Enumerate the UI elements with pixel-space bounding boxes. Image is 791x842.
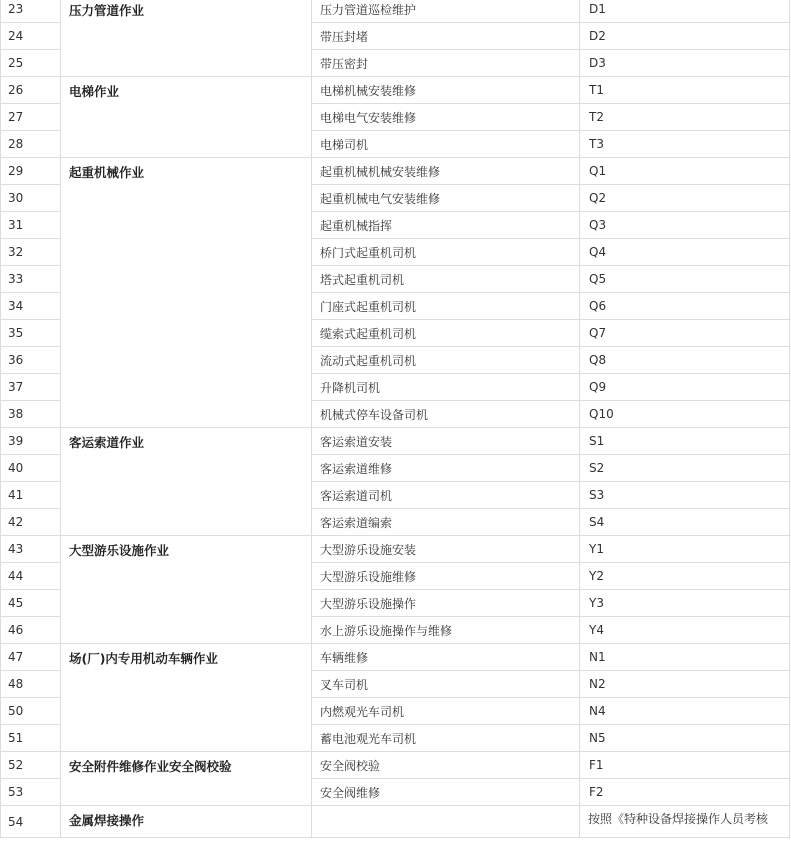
code-cell: N4 xyxy=(580,698,790,725)
code-cell: S3 xyxy=(580,482,790,509)
category-cell: 金属焊接操作 xyxy=(61,806,312,838)
row-number: 44 xyxy=(1,563,61,590)
item-cell: 电梯电气安装维修 xyxy=(312,104,580,131)
code-cell: S2 xyxy=(580,455,790,482)
item-cell: 门座式起重机司机 xyxy=(312,293,580,320)
category-cell: 客运索道作业 xyxy=(61,428,312,536)
item-cell: 大型游乐设施维修 xyxy=(312,563,580,590)
note-cell: 按照《特种设备焊接操作人员考核 xyxy=(580,806,790,838)
row-number: 43 xyxy=(1,536,61,563)
code-cell: D1 xyxy=(580,0,790,23)
item-cell: 客运索道司机 xyxy=(312,482,580,509)
item-cell: 电梯司机 xyxy=(312,131,580,158)
item-cell: 升降机司机 xyxy=(312,374,580,401)
code-cell: T1 xyxy=(580,77,790,104)
code-cell: Q8 xyxy=(580,347,790,374)
row-number: 47 xyxy=(1,644,61,671)
category-cell: 电梯作业 xyxy=(61,77,312,158)
item-cell: 叉车司机 xyxy=(312,671,580,698)
row-number: 34 xyxy=(1,293,61,320)
category-cell: 压力管道作业 xyxy=(61,0,312,77)
row-number: 24 xyxy=(1,23,61,50)
table-row xyxy=(1,77,790,104)
code-cell: Y1 xyxy=(580,536,790,563)
item-cell: 起重机械指挥 xyxy=(312,212,580,239)
row-number: 38 xyxy=(1,401,61,428)
row-number: 51 xyxy=(1,725,61,752)
category-cell: 起重机械作业 xyxy=(61,158,312,428)
item-cell: 蓄电池观光车司机 xyxy=(312,725,580,752)
item-cell: 起重机械电气安装维修 xyxy=(312,185,580,212)
item-cell: 客运索道编索 xyxy=(312,509,580,536)
item-cell: 带压密封 xyxy=(312,50,580,77)
code-cell: N1 xyxy=(580,644,790,671)
row-number: 26 xyxy=(1,77,61,104)
item-cell: 压力管道巡检维护 xyxy=(312,0,580,23)
item-cell: 流动式起重机司机 xyxy=(312,347,580,374)
row-number: 29 xyxy=(1,158,61,185)
code-cell: Q7 xyxy=(580,320,790,347)
category-cell: 大型游乐设施作业 xyxy=(61,536,312,644)
table-row xyxy=(1,0,790,23)
category-cell: 场(厂)内专用机动车辆作业 xyxy=(61,644,312,752)
item-cell: 缆索式起重机司机 xyxy=(312,320,580,347)
item-cell: 安全阀校验 xyxy=(312,752,580,779)
item-cell: 安全阀维修 xyxy=(312,779,580,806)
item-cell: 客运索道维修 xyxy=(312,455,580,482)
item-cell: 水上游乐设施操作与维修 xyxy=(312,617,580,644)
row-number: 41 xyxy=(1,482,61,509)
code-cell: T3 xyxy=(580,131,790,158)
code-cell: S4 xyxy=(580,509,790,536)
row-number: 46 xyxy=(1,617,61,644)
row-number: 48 xyxy=(1,671,61,698)
table-row xyxy=(1,644,790,671)
item-cell: 塔式起重机司机 xyxy=(312,266,580,293)
code-cell: Q5 xyxy=(580,266,790,293)
code-cell: Q3 xyxy=(580,212,790,239)
row-number: 35 xyxy=(1,320,61,347)
code-cell: Q4 xyxy=(580,239,790,266)
row-number: 54 xyxy=(1,806,61,838)
table-row xyxy=(1,428,790,455)
code-cell: N2 xyxy=(580,671,790,698)
table-body xyxy=(1,0,790,838)
item-cell: 带压封堵 xyxy=(312,23,580,50)
code-cell: Q1 xyxy=(580,158,790,185)
item-cell: 桥门式起重机司机 xyxy=(312,239,580,266)
code-cell: Y2 xyxy=(580,563,790,590)
row-number: 23 xyxy=(1,0,61,23)
code-cell: Y3 xyxy=(580,590,790,617)
code-cell: F1 xyxy=(580,752,790,779)
code-cell: T2 xyxy=(580,104,790,131)
category-cell: 安全附件维修作业安全阀校验 xyxy=(61,752,312,806)
table-row xyxy=(1,536,790,563)
row-number: 28 xyxy=(1,131,61,158)
row-number: 52 xyxy=(1,752,61,779)
row-number: 30 xyxy=(1,185,61,212)
row-number: 27 xyxy=(1,104,61,131)
table-row xyxy=(1,752,790,779)
table-row xyxy=(1,806,790,838)
code-cell: F2 xyxy=(580,779,790,806)
row-number: 53 xyxy=(1,779,61,806)
item-cell xyxy=(312,806,580,838)
item-cell: 客运索道安装 xyxy=(312,428,580,455)
code-cell: D2 xyxy=(580,23,790,50)
code-cell: D3 xyxy=(580,50,790,77)
code-cell: Q9 xyxy=(580,374,790,401)
code-cell: N5 xyxy=(580,725,790,752)
row-number: 37 xyxy=(1,374,61,401)
row-number: 50 xyxy=(1,698,61,725)
code-cell: S1 xyxy=(580,428,790,455)
code-cell: Y4 xyxy=(580,617,790,644)
code-cell: Q6 xyxy=(580,293,790,320)
row-number: 32 xyxy=(1,239,61,266)
row-number: 42 xyxy=(1,509,61,536)
row-number: 31 xyxy=(1,212,61,239)
row-number: 33 xyxy=(1,266,61,293)
row-number: 36 xyxy=(1,347,61,374)
item-cell: 大型游乐设施操作 xyxy=(312,590,580,617)
row-number: 39 xyxy=(1,428,61,455)
code-cell: Q2 xyxy=(580,185,790,212)
row-number: 40 xyxy=(1,455,61,482)
item-cell: 内燃观光车司机 xyxy=(312,698,580,725)
item-cell: 车辆维修 xyxy=(312,644,580,671)
item-cell: 大型游乐设施安装 xyxy=(312,536,580,563)
row-number: 25 xyxy=(1,50,61,77)
table-row xyxy=(1,158,790,185)
item-cell: 起重机械机械安装维修 xyxy=(312,158,580,185)
code-cell: Q10 xyxy=(580,401,790,428)
item-cell: 机械式停车设备司机 xyxy=(312,401,580,428)
row-number: 45 xyxy=(1,590,61,617)
item-cell: 电梯机械安装维修 xyxy=(312,77,580,104)
